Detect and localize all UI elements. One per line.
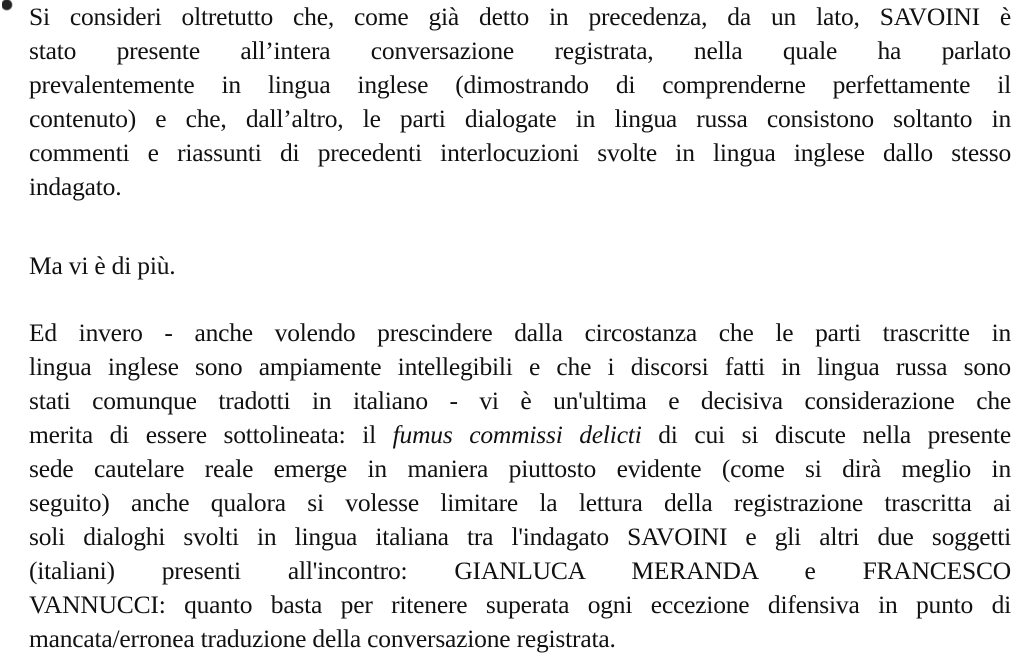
paragraph-1-line-1: Si consideri oltretutto che, come già detto in precedenza, da un lato, SAVOINI è bbox=[29, 2, 1011, 31]
latin-phrase: fumus commissi delicti bbox=[392, 420, 642, 449]
paragraph-3-line-9: VANNUCCI: quanto basta per ritenere superata ogni eccezione difensiva in punto di bbox=[29, 590, 1011, 619]
paragraph-3-line-4-before: merita di essere sottolineata: il bbox=[29, 420, 393, 449]
paragraph-3-line-3: stati comunque tradotti in italiano - vi è un'ultima e decisiva considerazione che bbox=[29, 386, 1011, 415]
paragraph-3 bbox=[29, 316, 1011, 656]
paragraph-1 bbox=[29, 0, 1011, 204]
scan-artifact bbox=[2, 0, 14, 12]
paragraph-3-line-4 bbox=[29, 418, 1011, 452]
paragraph-1-line-6: indagato. bbox=[29, 172, 122, 201]
paragraph-2-text: Ma vi è di più. bbox=[29, 251, 176, 280]
paragraph-3-line-4-after: di cui si discute nella presente bbox=[641, 420, 1011, 449]
paragraph-3-line-10: mancata/erronea traduzione della conversazione registrata. bbox=[29, 624, 616, 653]
paragraph-1-line-5: commenti e riassunti di precedenti interlocuzioni svolte in lingua inglese dallo stesso bbox=[29, 138, 1011, 167]
paragraph-2 bbox=[29, 249, 1011, 283]
paragraph-3-line-7: soli dialoghi svolti in lingua italiana tra l'indagato SAVOINI e gli altri due soggetti bbox=[29, 522, 1011, 551]
paragraph-3-line-6: seguito) anche qualora si volesse limitare la lettura della registrazione trascritta ai bbox=[29, 488, 1011, 517]
paragraph-1-line-4: contenuto) e che, dall’altro, le parti dialogate in lingua russa consistono soltanto in bbox=[29, 104, 1011, 133]
paragraph-1-line-3: prevalentemente in lingua inglese (dimostrando di comprenderne perfettamente il bbox=[29, 70, 1011, 99]
paragraph-3-line-1: Ed invero - anche volendo prescindere dalla circostanza che le parti trascritte in bbox=[29, 318, 1011, 347]
paragraph-3-line-8: (italiani) presenti all'incontro: GIANLUCA MERANDA e FRANCESCO bbox=[29, 556, 1011, 585]
paragraph-3-line-5: sede cautelare reale emerge in maniera piuttosto evidente (come si dirà meglio in bbox=[29, 454, 1011, 483]
paragraph-3-line-2: lingua inglese sono ampiamente intellegibili e che i discorsi fatti in lingua russa sono bbox=[29, 352, 1011, 381]
paragraph-1-line-2: stato presente all’intera conversazione registrata, nella quale ha parlato bbox=[29, 36, 1011, 65]
